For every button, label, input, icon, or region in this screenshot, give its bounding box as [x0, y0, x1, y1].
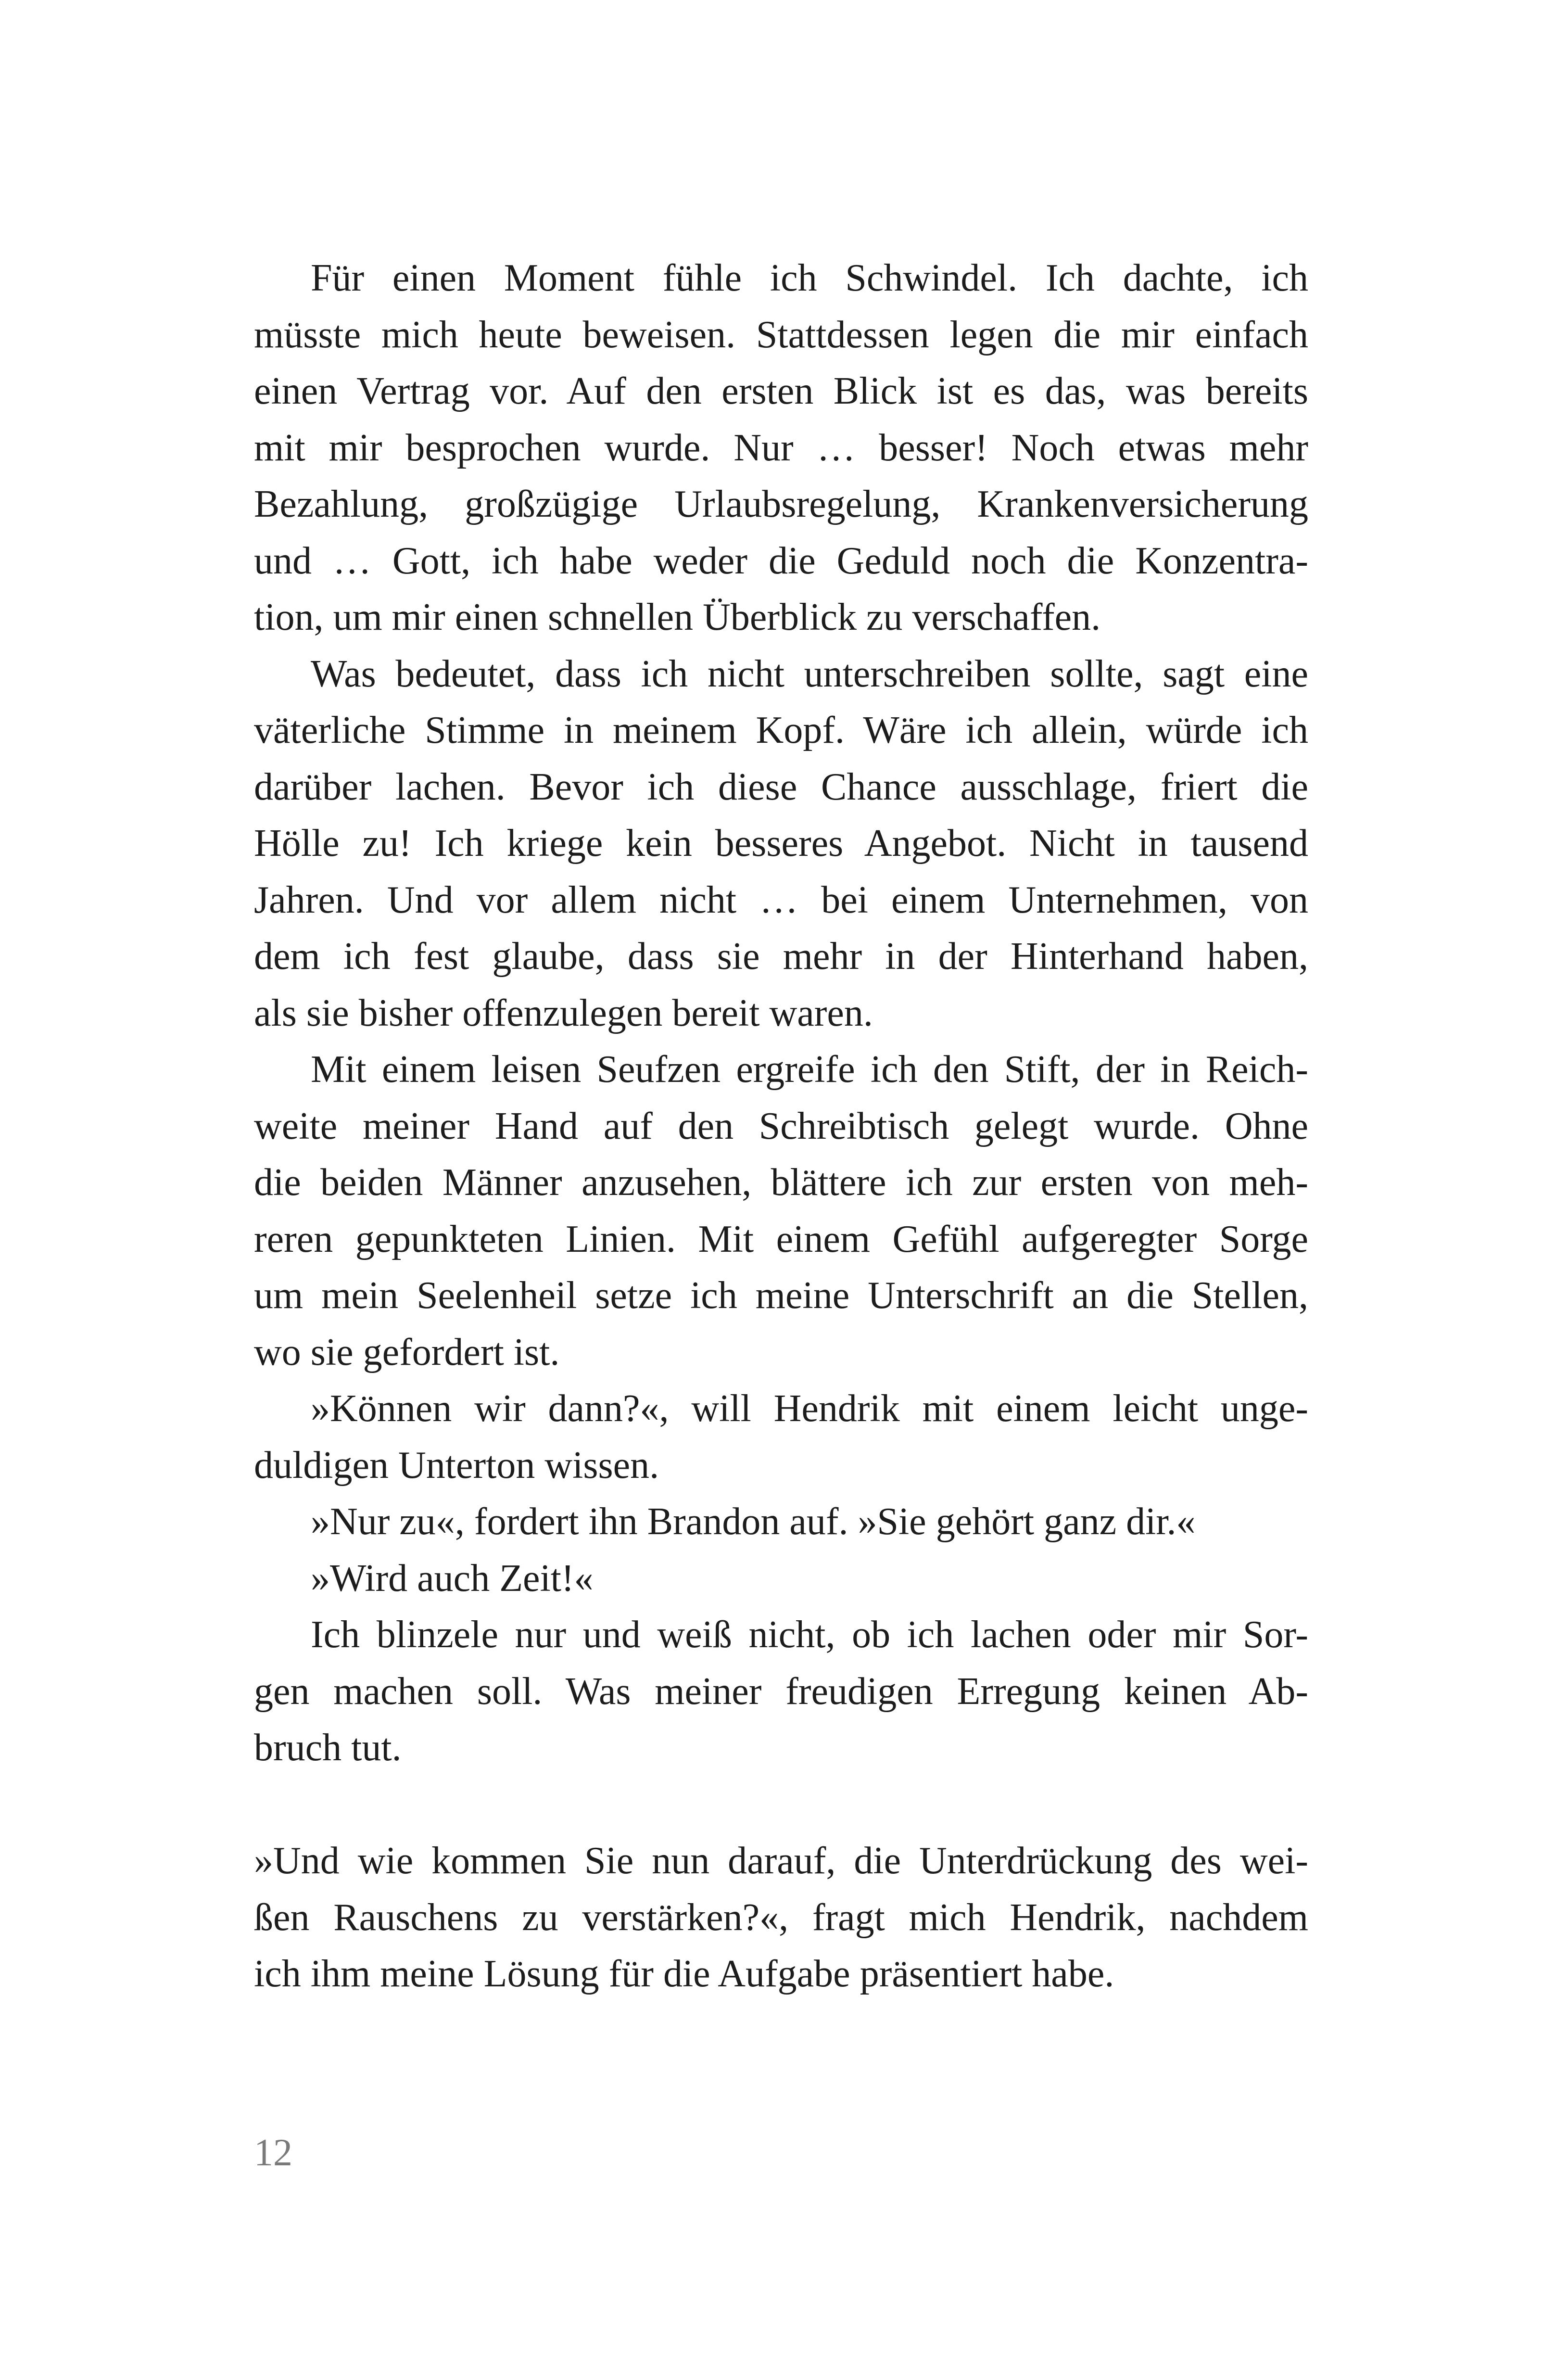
text-line: dem ich fest glaube, dass sie mehr in der Hinterhand haben,: [254, 935, 1308, 978]
text-line: als sie bisher offenzulegen bereit waren.: [254, 991, 873, 1034]
text-line: und … Gott, ich habe weder die Geduld noch die Konzentra-: [254, 539, 1308, 582]
text-line: duldigen Unterton wissen.: [254, 1444, 659, 1487]
text-line: einen Vertrag vor. Auf den ersten Blick ist es das, was bereits: [254, 370, 1308, 412]
text-line: weite meiner Hand auf den Schreibtisch gelegt wurde. Ohne: [254, 1105, 1308, 1147]
text-line: »Können wir dann?«, will Hendrik mit einem leicht unge-: [311, 1387, 1308, 1430]
text-line: tion, um mir einen schnellen Überblick zu verschaffen.: [254, 596, 1101, 638]
text-line: wo sie gefordert ist.: [254, 1331, 560, 1373]
text-line: ich ihm meine Lösung für die Aufgabe präsentiert habe.: [254, 1953, 1114, 1995]
text-line: väterliche Stimme in meinem Kopf. Wäre ich allein, würde ich: [254, 709, 1308, 751]
text-line: reren gepunkteten Linien. Mit einem Gefühl aufgeregter Sorge: [254, 1218, 1308, 1260]
text-line: Was bedeutet, dass ich nicht unterschreiben sollte, sagt eine: [311, 652, 1308, 695]
text-line: Hölle zu! Ich kriege kein besseres Angebot. Nicht in tausend: [254, 822, 1308, 864]
text-line: die beiden Männer anzusehen, blättere ich zur ersten von meh-: [254, 1161, 1308, 1204]
text-line: Bezahlung, großzügige Urlaubsregelung, Krankenversicherung: [254, 483, 1308, 525]
text-line: Jahren. Und vor allem nicht … bei einem Unternehmen, von: [254, 878, 1308, 921]
text-line: mit mir besprochen wurde. Nur … besser! Noch etwas mehr: [254, 426, 1308, 469]
text-line: um mein Seelenheil setze ich meine Unterschrift an die Stellen,: [254, 1274, 1308, 1317]
text-line: »Nur zu«, fordert ihn Brandon auf. »Sie gehört ganz dir.«: [311, 1500, 1196, 1543]
text-line: Ich blinzele nur und weiß nicht, ob ich lachen oder mir Sor-: [311, 1614, 1308, 1656]
body-text: [254, 250, 1308, 2003]
page-number: 12: [254, 2132, 292, 2174]
text-line: bruch tut.: [254, 1727, 402, 1769]
text-line: müsste mich heute beweisen. Stattdessen legen die mir einfach: [254, 313, 1308, 356]
text-line: darüber lachen. Bevor ich diese Chance ausschlage, friert die: [254, 765, 1308, 808]
text-line: »Wird auch Zeit!«: [311, 1557, 594, 1600]
text-line: Für einen Moment fühle ich Schwindel. Ich dachte, ich: [311, 257, 1308, 299]
text-line: »Und wie kommen Sie nun darauf, die Unterdrückung des wei-: [254, 1840, 1308, 1882]
text-line: gen machen soll. Was meiner freudigen Erregung keinen Ab-: [254, 1670, 1308, 1713]
text-line: ßen Rauschens zu verstärken?«, fragt mich Hendrik, nachdem: [254, 1896, 1308, 1939]
section-break: [254, 1777, 1308, 1833]
text-line: Mit einem leisen Seufzen ergreife ich den Stift, der in Reich-: [311, 1048, 1308, 1091]
